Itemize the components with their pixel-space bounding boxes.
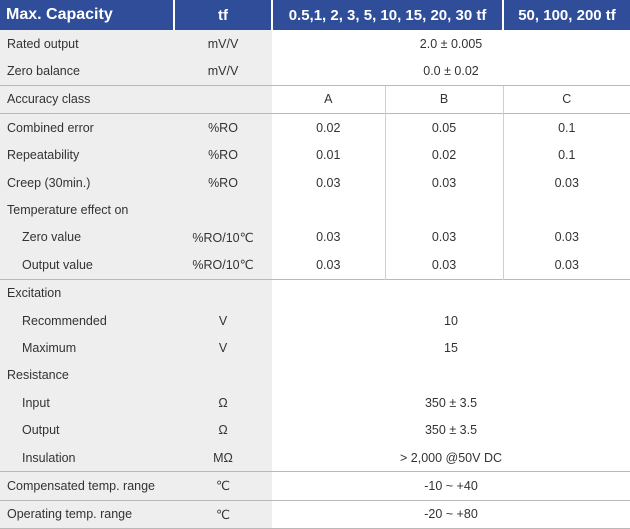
- row-label: Compensated temp. range: [0, 472, 174, 500]
- row-value: 15: [444, 340, 458, 355]
- value-b: [385, 196, 503, 223]
- row-label: Temperature effect on: [0, 196, 174, 223]
- value-c: 0.03: [503, 224, 630, 251]
- row-value: > 2,000 @50V DC: [400, 450, 502, 465]
- row-zero-value: [0, 224, 630, 251]
- row-value: 350 ± 3.5: [424, 423, 478, 438]
- header-capacity-range-1: 0.5,1, 2, 3, 5, 10, 15, 20, 30 tf: [272, 0, 503, 30]
- value-a: [272, 196, 385, 223]
- value-b: 0.03: [385, 224, 503, 251]
- row-unit: [174, 279, 272, 307]
- row-unit: [174, 362, 272, 389]
- row-unit: mV/V: [174, 57, 272, 85]
- row-label: Zero value: [0, 224, 174, 251]
- row-unit: ℃: [174, 500, 272, 528]
- row-accuracy-class: [0, 85, 630, 113]
- class-c: C: [503, 85, 630, 113]
- header-max-capacity: Max. Capacity: [0, 0, 174, 30]
- value-b: 0.02: [385, 142, 503, 169]
- value-a: 0.03: [316, 257, 341, 272]
- row-excitation: [0, 279, 630, 307]
- row-label: Operating temp. range: [0, 500, 174, 528]
- row-insulation: [0, 444, 630, 472]
- row-value: -10 ~ +40: [272, 472, 630, 500]
- row-label: Excitation: [0, 279, 174, 307]
- row-unit: Ω: [174, 389, 272, 416]
- row-label: Combined error: [0, 114, 174, 142]
- value-c: 0.03: [503, 251, 630, 279]
- value-a: 0.03: [316, 230, 341, 245]
- value-b: 0.03: [385, 251, 503, 279]
- row-temperature-effect: [0, 196, 630, 223]
- row-label: Repeatability: [0, 142, 174, 169]
- class-a: A: [272, 85, 385, 113]
- row-rated-output: [0, 30, 630, 57]
- value-a: 0.01: [316, 148, 341, 163]
- row-value: 350 ± 3.5: [424, 395, 478, 410]
- row-unit: Ω: [174, 416, 272, 443]
- row-label: Accuracy class: [0, 85, 174, 113]
- row-unit: %RO: [174, 114, 272, 142]
- value-b: 0.03: [385, 169, 503, 196]
- row-unit: [174, 196, 272, 223]
- row-value: -20 ~ +80: [272, 500, 630, 528]
- row-unit: ℃: [174, 472, 272, 500]
- row-label: Insulation: [0, 444, 174, 472]
- row-label: Input: [0, 389, 174, 416]
- row-value: 10: [444, 313, 458, 328]
- row-compensated-temp-range: [0, 472, 630, 500]
- row-unit: %RO/10℃: [174, 224, 272, 251]
- row-value: [272, 362, 630, 389]
- value-c: 0.03: [503, 169, 630, 196]
- value-b: 0.05: [385, 114, 503, 142]
- row-operating-temp-range: [0, 500, 630, 528]
- row-unit: V: [174, 334, 272, 361]
- value-c: [503, 196, 630, 223]
- header-tf: tf: [174, 0, 272, 30]
- row-maximum: [0, 334, 630, 361]
- row-unit: mV/V: [174, 30, 272, 57]
- row-output-value: [0, 251, 630, 279]
- row-unit: V: [174, 307, 272, 334]
- row-label: Maximum: [0, 334, 174, 361]
- row-label: Output: [0, 416, 174, 443]
- row-combined-error: [0, 114, 630, 142]
- row-value: 0.0 ± 0.02: [423, 64, 479, 79]
- header-capacity-range-2: 50, 100, 200 tf: [503, 0, 630, 30]
- row-label: Creep (30min.): [0, 169, 174, 196]
- row-repeatability: [0, 142, 630, 169]
- row-output: [0, 416, 630, 443]
- value-c: 0.1: [503, 114, 630, 142]
- row-unit: %RO: [174, 142, 272, 169]
- row-unit: %RO/10℃: [174, 251, 272, 279]
- value-a: 0.03: [316, 175, 341, 190]
- row-label: Rated output: [0, 30, 174, 57]
- row-value: 2.0 ± 0.005: [419, 36, 483, 51]
- row-zero-balance: [0, 57, 630, 85]
- row-label: Resistance: [0, 362, 174, 389]
- row-input: [0, 389, 630, 416]
- row-resistance: [0, 362, 630, 389]
- row-value: [272, 279, 630, 307]
- header-row: [0, 0, 630, 30]
- value-a: 0.02: [272, 114, 385, 142]
- row-unit: [174, 85, 272, 113]
- row-recommended: [0, 307, 630, 334]
- row-unit: MΩ: [174, 444, 272, 472]
- row-creep: [0, 169, 630, 196]
- value-c: 0.1: [503, 142, 630, 169]
- row-label: Output value: [0, 251, 174, 279]
- class-b: B: [385, 85, 503, 113]
- row-unit: %RO: [174, 169, 272, 196]
- row-label: Recommended: [0, 307, 174, 334]
- row-label: Zero balance: [0, 57, 174, 85]
